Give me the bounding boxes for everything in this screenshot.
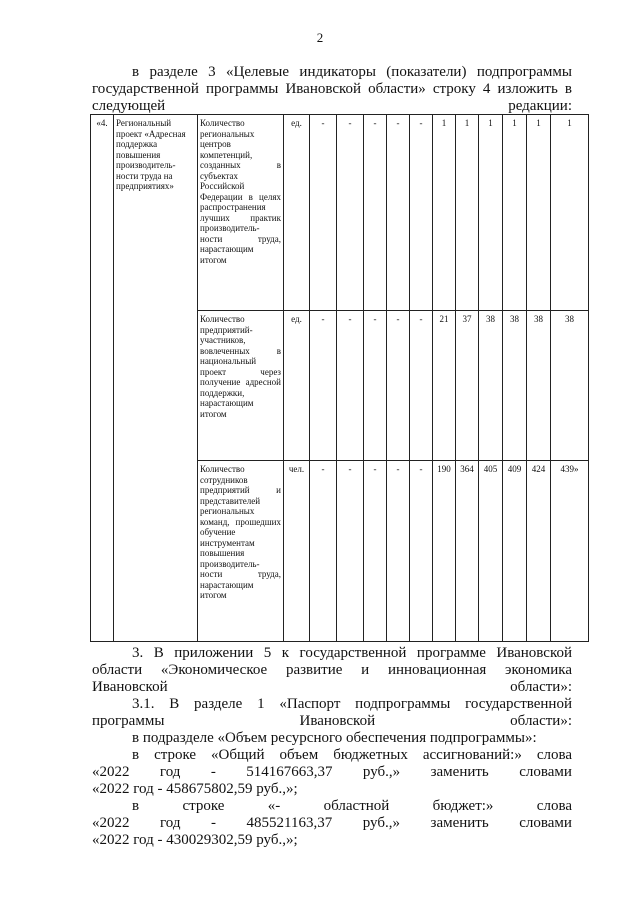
value-cell: 38 xyxy=(551,311,589,461)
value-cell: - xyxy=(410,461,433,642)
value-cell: 38 xyxy=(479,311,503,461)
unit-cell: ед. xyxy=(284,311,310,461)
value-cell: - xyxy=(364,115,387,311)
word: бюджетных xyxy=(333,747,408,763)
word: год xyxy=(160,815,181,831)
word: заменить xyxy=(430,815,489,831)
text-line-6: «2022 год - 430029302,59 руб.,»; xyxy=(92,832,298,848)
value-cell: - xyxy=(410,311,433,461)
value-cell: - xyxy=(364,311,387,461)
value-cell: 1 xyxy=(433,115,456,311)
value-cell: - xyxy=(337,461,364,642)
word: ассигнований:» xyxy=(422,747,522,763)
value-cell: 1 xyxy=(479,115,503,311)
word: строке xyxy=(182,798,225,814)
word: в xyxy=(132,747,140,763)
unit-cell: ед. xyxy=(284,115,310,311)
text-line-4 xyxy=(132,798,572,815)
value-cell: 424 xyxy=(527,461,551,642)
value-cell: - xyxy=(337,115,364,311)
word: словами xyxy=(519,815,572,831)
table-row xyxy=(91,115,589,311)
value-cell: 1 xyxy=(551,115,589,311)
paragraph-subsection: в подразделе «Объем ресурсного обеспечения подпрограммы»: xyxy=(132,730,537,746)
value-cell: - xyxy=(387,115,410,311)
word: строке xyxy=(154,747,197,763)
word: областной xyxy=(323,798,390,814)
text-line-2 xyxy=(92,764,572,781)
value-cell: 38 xyxy=(527,311,551,461)
intro-paragraph: в разделе 3 «Целевые индикаторы (показатели) подпрограммы государственной программы Ивановской области» строку 4 изложить в следующей редакции: xyxy=(92,64,572,114)
value-cell: - xyxy=(310,311,337,461)
value-cell: 409 xyxy=(503,461,527,642)
indicator-name-cell: Количество предприятий-участников, вовлеченных в национальный проект через получение адресной поддержки, нарастающим итогом xyxy=(198,311,284,461)
value-cell: - xyxy=(337,311,364,461)
value-cell: - xyxy=(410,115,433,311)
value-cell: 37 xyxy=(456,311,479,461)
value-cell: - xyxy=(387,311,410,461)
word: - xyxy=(211,815,217,831)
word: «2022 xyxy=(92,815,130,831)
word: бюджет:» xyxy=(432,798,494,814)
value-cell: 1 xyxy=(503,115,527,311)
value-cell: - xyxy=(310,461,337,642)
text-line-3: «2022 год - 458675802,59 руб.,»; xyxy=(92,781,298,797)
word: 514167663,37 xyxy=(246,764,333,780)
value-cell: 1 xyxy=(527,115,551,311)
word: слова xyxy=(536,747,572,763)
word: «2022 xyxy=(92,764,130,780)
paragraph-3: 3. В приложении 5 к государственной программе Ивановской области «Экономическое развитие и инновационная экономика Ивановской области»: xyxy=(92,645,572,695)
value-cell: 1 xyxy=(456,115,479,311)
word: «- xyxy=(267,798,281,814)
indicator-name-cell: Количество региональных центров компетенций, созданных в субъектах Российской Федерации в целях распространения лучших практик производитель-ности труда, нарастающим итогом xyxy=(198,115,284,311)
value-cell: 21 xyxy=(433,311,456,461)
value-cell: 38 xyxy=(503,311,527,461)
value-cell: 439» xyxy=(551,461,589,642)
word: 485521163,37 xyxy=(246,815,333,831)
value-cell: - xyxy=(387,461,410,642)
text-line-1 xyxy=(132,747,572,764)
word: заменить xyxy=(430,764,489,780)
word: слова xyxy=(536,798,572,814)
word: словами xyxy=(519,764,572,780)
word: объем xyxy=(279,747,319,763)
text-line-5 xyxy=(92,815,572,832)
word: в xyxy=(132,798,140,814)
word: - xyxy=(210,764,216,780)
row-number-cell: «4. xyxy=(91,115,114,642)
page-number: 2 xyxy=(316,30,324,45)
project-name-cell: Региональный проект «Адресная поддержка повышения производитель-ности труда на предприятиях» xyxy=(114,115,198,642)
value-cell: 190 xyxy=(433,461,456,642)
word: руб.,» xyxy=(362,764,401,780)
value-cell: - xyxy=(310,115,337,311)
indicator-name-cell: Количество сотрудников предприятий и представителей региональных команд, прошедших обучение инструментам повышения производитель-ности труда, нарастающим итогом xyxy=(198,461,284,642)
value-cell: 405 xyxy=(479,461,503,642)
word: руб.,» xyxy=(362,815,400,831)
value-cell: 364 xyxy=(456,461,479,642)
paragraph-3-1: 3.1. В разделе 1 «Паспорт подпрограммы государственной программы Ивановской области»: xyxy=(92,696,572,729)
unit-cell: чел. xyxy=(284,461,310,642)
word: год xyxy=(159,764,181,780)
word: «Общий xyxy=(211,747,265,763)
value-cell: - xyxy=(364,461,387,642)
indicators-table xyxy=(90,114,589,642)
